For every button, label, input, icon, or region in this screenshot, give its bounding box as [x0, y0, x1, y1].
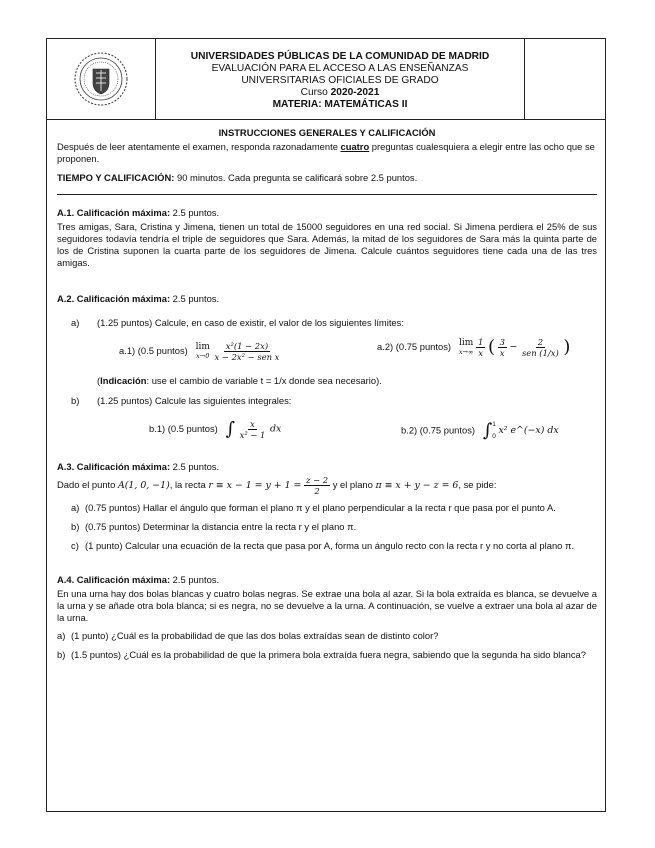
a2-limit-1-den: x − 2x² − sen x: [214, 352, 280, 362]
a2-limit-2-f3-den: sen (1/x): [522, 348, 559, 358]
a2-points: 2.5 puntos.: [170, 293, 220, 304]
a3-item-label: c): [71, 540, 79, 551]
time-text: 90 minutos. Cada pregunta se calificará sobre 2.5 puntos.: [174, 172, 418, 183]
a3-intro-a: Dado el punto: [57, 478, 118, 490]
a2-integral-2-limits: [492, 419, 496, 443]
section-divider: [57, 194, 597, 195]
a2-limit-2: [377, 337, 570, 358]
a4-points: 2.5 puntos.: [170, 574, 220, 585]
a2-hint: (Indicación: use el cambio de variable t = 1/x donde sea necesario).: [97, 375, 382, 386]
a3-line-equation: r ≡ x − 1 = y + 1 =: [208, 479, 302, 491]
a2-limit-2-f1-den: x: [478, 348, 484, 358]
question-a4-text: En una urna hay dos bolas blancas y cuatro bolas negras. Se extrae una bola al azar. Si la bola extraída es blanca, se devuelve a la urna y se añade otra bola blanca; si es negra, no se devuelve a la urna. A continuación, se vuelve a extraer una bola al azar de la urna.: [57, 588, 597, 623]
header-line-3: UNIVERSITARIAS OFICIALES DE GRADO: [241, 75, 439, 86]
a3-point: A(1, 0, −1): [117, 479, 170, 491]
a3-item: [57, 540, 597, 552]
header-line-1: UNIVERSIDADES PÚBLICAS DE LA COMUNIDAD DE MADRID: [190, 51, 490, 62]
a2-limit-2-frac-1: [476, 337, 485, 358]
header-right-cell: [524, 39, 605, 119]
a4-head: A.4. Calificación máxima:: [57, 574, 171, 585]
university-seal-icon: [47, 39, 155, 119]
a4-item-label: a): [57, 630, 66, 641]
a2-limit-1: [119, 341, 281, 362]
a2-close-paren: ): [563, 336, 571, 358]
a2-integral-1: [149, 419, 281, 440]
a2-integral-2-label: b.2) (0.75 puntos): [401, 424, 476, 436]
course-label: Curso: [300, 87, 331, 98]
a3-points: 2.5 puntos.: [170, 461, 220, 472]
exam-page: [46, 38, 606, 812]
a3-head: A.3. Calificación máxima:: [57, 461, 171, 472]
a2-limit-2-lim-word: lim: [458, 337, 474, 348]
a2-limit-1-num: x²(1 − 2x): [225, 341, 269, 351]
a2-limit-2-label: a.2) (0.75 puntos): [377, 340, 452, 352]
question-a3-intro: [57, 475, 597, 496]
integral-sign-icon: ∫: [225, 418, 236, 440]
a3-item: [57, 502, 597, 514]
a2-part-a: [57, 317, 597, 329]
a4-item: [57, 630, 597, 642]
a4-item-label: b): [57, 649, 66, 660]
a2-open-paren: (: [487, 336, 495, 358]
a2-part-b-label: b): [71, 395, 80, 406]
a3-item-text: (1 punto) Calcular una ecuación de la recta que pasa por A, forma un ángulo recto con la recta r y no corta al plano π.: [85, 540, 575, 551]
a2-limit-2-f1-num: 1: [477, 337, 484, 347]
time-and-grading: [57, 172, 597, 184]
definite-integral-sign-icon: ∫: [482, 420, 493, 441]
logo-cell: [47, 39, 156, 119]
question-a1-text: Tres amigas, Sara, Cristina y Jimena, tienen un total de 15000 seguidores en una red social. Si Jimena perdiera el 25% de sus seguidores todavía tendría el triple de seguidores que Sara. Además, la mitad de los seguidores de Sara más la quinta parte de los de Cristina suponen la cuarta parte de los seguidores de Jimena. Calcule cuántos seguidores tiene cada una de las tres amigas.: [57, 221, 597, 268]
header-course: [155, 87, 525, 99]
a3-intro-d: , se pide:: [458, 478, 497, 490]
a2-limits-row: [57, 335, 597, 367]
a3-frac-den: 2: [314, 486, 320, 496]
a2-limit-2-f2-den: x: [499, 348, 505, 358]
a1-points: 2.5 puntos.: [170, 207, 220, 218]
a2-hint-label: Indicación: [100, 375, 147, 386]
question-a4-heading: [57, 574, 597, 586]
a3-intro-c: y el plano: [330, 478, 376, 490]
a2-integral-1-den: x² − 1: [239, 430, 266, 440]
a2-integral-1-num: x: [250, 419, 255, 429]
a2-integral-2-upper: 1: [492, 421, 496, 428]
a2-limit-2-lim: [459, 339, 474, 357]
a4-items: [57, 630, 597, 661]
a3-plane-equation: π ≡ x + y − z = 6: [375, 479, 459, 491]
a2-integral-1-label: b.1) (0.5 puntos): [149, 422, 218, 434]
a4-item-text: (1.5 puntos) ¿Cuál es la probabilidad de que la primera bola extraída fuera negra, sabiendo que la segunda ha sido blanca?: [71, 649, 586, 660]
a3-item-label: b): [71, 521, 80, 532]
a2-limit-2-f2-num: 3: [499, 337, 505, 347]
question-a3-heading: [57, 461, 597, 473]
header-title-block: [155, 51, 525, 111]
a3-item-text: (0.75 puntos) Determinar la distancia entre la recta r y el plano π.: [85, 521, 357, 532]
a2-limit-1-sub: x→0: [196, 351, 210, 360]
a3-items: [57, 502, 597, 552]
a1-head: A.1. Calificación máxima:: [57, 207, 171, 218]
a2-integral-1-fraction: [238, 419, 268, 440]
exam-body: [57, 127, 597, 661]
a2-integral-2: [401, 419, 559, 443]
header-subject: MATERIA: MATEMÁTICAS II: [272, 99, 408, 110]
a2-minus-sign: −: [509, 341, 518, 353]
exam-header: [47, 39, 605, 120]
a3-intro-b: , la recta: [169, 478, 209, 490]
question-a2-heading: [57, 293, 597, 305]
a2-limit-1-label: a.1) (0.5 puntos): [119, 344, 188, 356]
instructions-emphasis: cuatro: [340, 141, 370, 152]
a4-item-text: (1 punto) ¿Cuál es la probabilidad de que las dos bolas extraídas sean de distinto color?: [71, 630, 439, 641]
a2-part-b: [57, 395, 597, 407]
a2-part-b-text: (1.25 puntos) Calcule las siguientes integrales:: [97, 395, 292, 406]
a2-part-a-label: a): [71, 317, 80, 328]
a2-integral-1-dx: dx: [270, 423, 282, 435]
instructions-text-a: Después de leer atentamente el examen, responda razonadamente: [57, 141, 341, 152]
a2-hint-text: : use el cambio de variable t = 1/x donde sea necesario).: [146, 375, 382, 386]
a2-part-a-text: (1.25 puntos) Calcule, en caso de existir, el valor de los siguientes límites:: [97, 317, 404, 328]
a2-integral-2-body: x² e^(−x) dx: [498, 425, 559, 436]
a2-integrals-row: [57, 415, 597, 447]
a4-item: [57, 649, 597, 661]
a2-limit-1-fraction: [213, 341, 282, 362]
a3-item-label: a): [71, 502, 80, 513]
a2-limit-1-lim-word: lim: [195, 341, 210, 352]
a3-fraction: [304, 475, 330, 496]
a2-head: A.2. Calificación máxima:: [57, 293, 171, 304]
a2-limit-2-frac-2: [498, 337, 507, 358]
a3-item-text: (0.75 puntos) Hallar el ángulo que forman el plano π y el plano perpendicular a la recta r que pasa por el punto A.: [85, 502, 556, 513]
course-value: 2020-2021: [330, 87, 380, 98]
a2-limit-1-lim: [196, 343, 210, 361]
a2-integral-2-lower: 0: [492, 433, 496, 440]
question-a1-heading: [57, 207, 597, 219]
a2-limit-2-frac-3: [520, 337, 561, 358]
instructions-title: INSTRUCCIONES GENERALES Y CALIFICACIÓN: [218, 127, 436, 138]
time-label: TIEMPO Y CALIFICACIÓN:: [57, 172, 175, 183]
instructions-text: [57, 141, 597, 165]
a3-item: [57, 521, 597, 533]
instructions-text-c: preguntas cualesquiera a elegir entre las ocho que se proponen.: [57, 141, 595, 164]
a2-limit-2-f3-num: 2: [537, 337, 544, 347]
header-line-2: EVALUACIÓN PARA EL ACCESO A LAS ENSEÑANZAS: [211, 63, 469, 74]
a2-limit-2-sub: x→∞: [458, 347, 474, 356]
a3-frac-num: z − 2: [306, 475, 329, 485]
